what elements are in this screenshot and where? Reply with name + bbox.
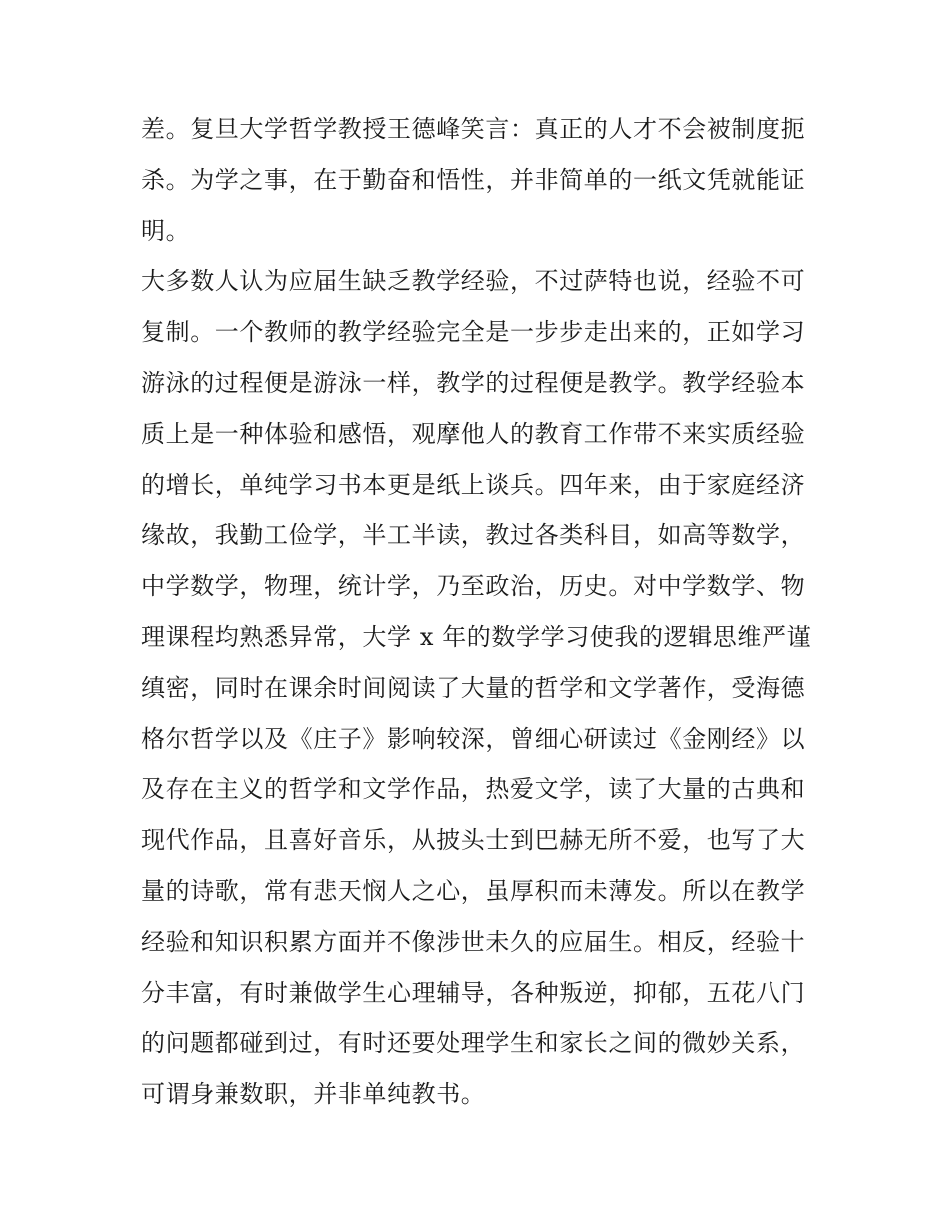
text-line: 格尔哲学以及《庄子》影响较深，曾细心研读过《金刚经》以 xyxy=(141,724,806,753)
text-line: 量的诗歌，常有悲天悯人之心，虽厚积而未薄发。所以在教学 xyxy=(141,876,806,905)
text-line: 现代作品，且喜好音乐，从披头士到巴赫无所不爱，也写了大 xyxy=(141,826,806,855)
text-line: 复制。一个教师的教学经验完全是一步步走出来的，正如学习 xyxy=(141,318,806,347)
text-line: 中学数学，物理，统计学，乃至政治，历史。对中学数学、物 xyxy=(141,572,806,601)
text-line: 理课程均熟悉异常，大学 x 年的数学学习使我的逻辑思维严谨 xyxy=(141,622,812,651)
text-line: 大多数人认为应届生缺乏教学经验，不过萨特也说，经验不可 xyxy=(141,267,806,296)
document-body xyxy=(141,104,821,1171)
text-line: 游泳的过程便是游泳一样，教学的过程便是教学。教学经验本 xyxy=(141,368,806,397)
text-line: 的问题都碰到过，有时还要处理学生和家长之间的微妙关系， xyxy=(141,1029,806,1058)
text-line: 分丰富，有时兼做学生心理辅导，各种叛逆，抑郁，五花八门 xyxy=(141,978,806,1007)
text-line: 经验和知识积累方面并不像涉世未久的应届生。相反，经验十 xyxy=(141,927,806,956)
text-line: 缘故，我勤工俭学，半工半读，教过各类科目，如高等数学， xyxy=(141,521,806,550)
text-line: 差。复旦大学哲学教授王德峰笑言：真正的人才不会被制度扼 xyxy=(141,115,806,143)
paragraph xyxy=(141,104,821,256)
text-line: 的增长，单纯学习书本更是纸上谈兵。四年来，由于家庭经济 xyxy=(141,470,806,499)
text-line: 明。 xyxy=(141,216,191,245)
paragraph xyxy=(141,256,821,1170)
text-line xyxy=(141,1120,821,1171)
text-line: 缜密，同时在课余时间阅读了大量的哲学和文学著作，受海德 xyxy=(141,673,806,702)
text-line: 及存在主义的哲学和文学作品，热爱文学，读了大量的古典和 xyxy=(141,775,806,804)
text-line: 杀。为学之事，在于勤奋和悟性，并非简单的一纸文凭就能证 xyxy=(141,165,806,194)
text-line: 可谓身兼数职，并非单纯教书。 xyxy=(141,1080,486,1109)
text-line: 质上是一种体验和感悟，观摩他人的教育工作带不来实质经验 xyxy=(141,419,806,448)
